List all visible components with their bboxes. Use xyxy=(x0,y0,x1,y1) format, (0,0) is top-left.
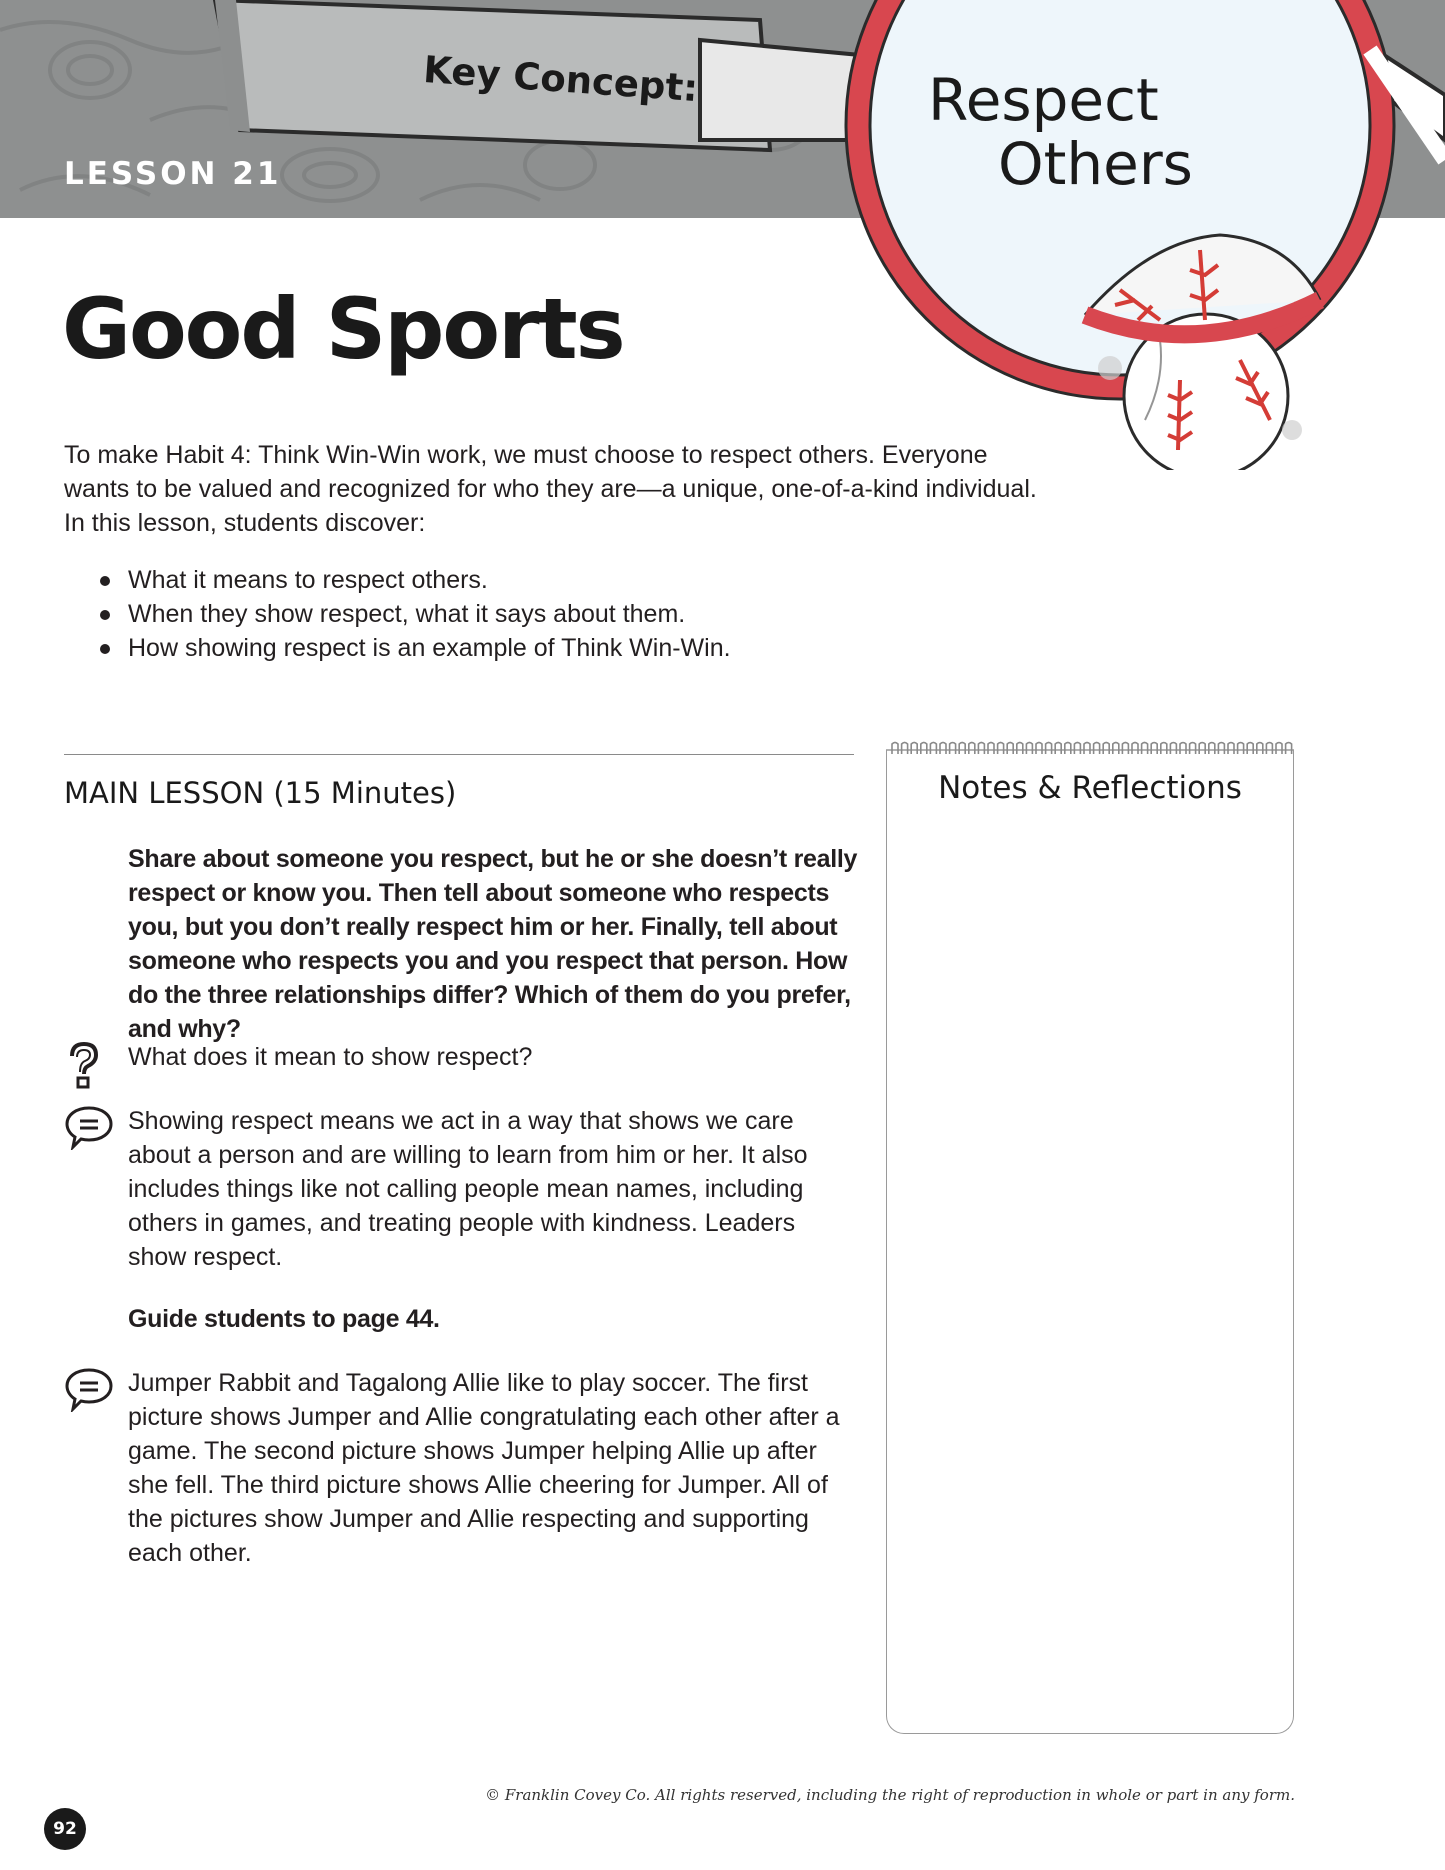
speech-bubble-icon xyxy=(64,1366,114,1412)
notes-title: Notes & Reflections xyxy=(938,770,1242,806)
intro-paragraph: To make Habit 4: Think Win-Win work, we must choose to respect others. Everyone wants to be valued and recognized for who they are—a unique, one-of-a-kind individual. In this lesson, students discover: xyxy=(64,441,1037,537)
key-concept-label: Key Concept: xyxy=(422,48,700,111)
lesson-number: LESSON 21 xyxy=(64,156,282,192)
concept-line-1: Respect xyxy=(928,66,1159,134)
question-text: What does it mean to show respect? xyxy=(128,1043,533,1071)
copyright-notice: © Franklin Covey Co. All rights reserved, including the right of reproduction in whole or part in any form. xyxy=(485,1786,1295,1804)
section-divider xyxy=(64,754,854,755)
notes-area[interactable] xyxy=(886,750,1294,1734)
answer-text: Showing respect means we act in a way that shows we care about a person and are willing to learn from him or her. It also includes things like not calling people mean names, including others in games, and treating people with kindness. Leaders show respect. xyxy=(128,1107,808,1271)
main-lesson-prompt: Share about someone you respect, but he or she doesn’t really respect or know you. Then tell about someone who respects you, but you don’t really respect him or her. Finally, tell about someone who respects you and you respect that person. How do the three relationships differ? Which of them do you prefer, and why? xyxy=(128,845,858,1043)
speech-bubble-icon xyxy=(64,1104,114,1150)
intro-bullet-list xyxy=(98,563,731,665)
guide-instruction: Guide students to page 44. xyxy=(128,1305,440,1333)
page-number: 92 xyxy=(44,1808,86,1850)
discussion-text: Jumper Rabbit and Tagalong Allie like to play soccer. The first picture shows Jumper and Allie congratulating each other after a game. The second picture shows Jumper helping Allie up after she fell. The third picture shows Allie cheering for Jumper. All of the pictures show Jumper and Allie respecting and supporting each other. xyxy=(128,1369,840,1567)
question-icon xyxy=(64,1040,104,1090)
page-title: Good Sports xyxy=(62,280,624,378)
concept-line-2: Others xyxy=(998,130,1193,198)
main-lesson-heading: MAIN LESSON (15 Minutes) xyxy=(64,776,457,810)
key-concept-title xyxy=(900,68,1280,196)
list-item: What it means to respect others. xyxy=(98,563,731,597)
list-item: How showing respect is an example of Think Win-Win. xyxy=(98,631,731,665)
list-item: When they show respect, what it says about them. xyxy=(98,597,731,631)
spiral-binding xyxy=(886,740,1294,760)
